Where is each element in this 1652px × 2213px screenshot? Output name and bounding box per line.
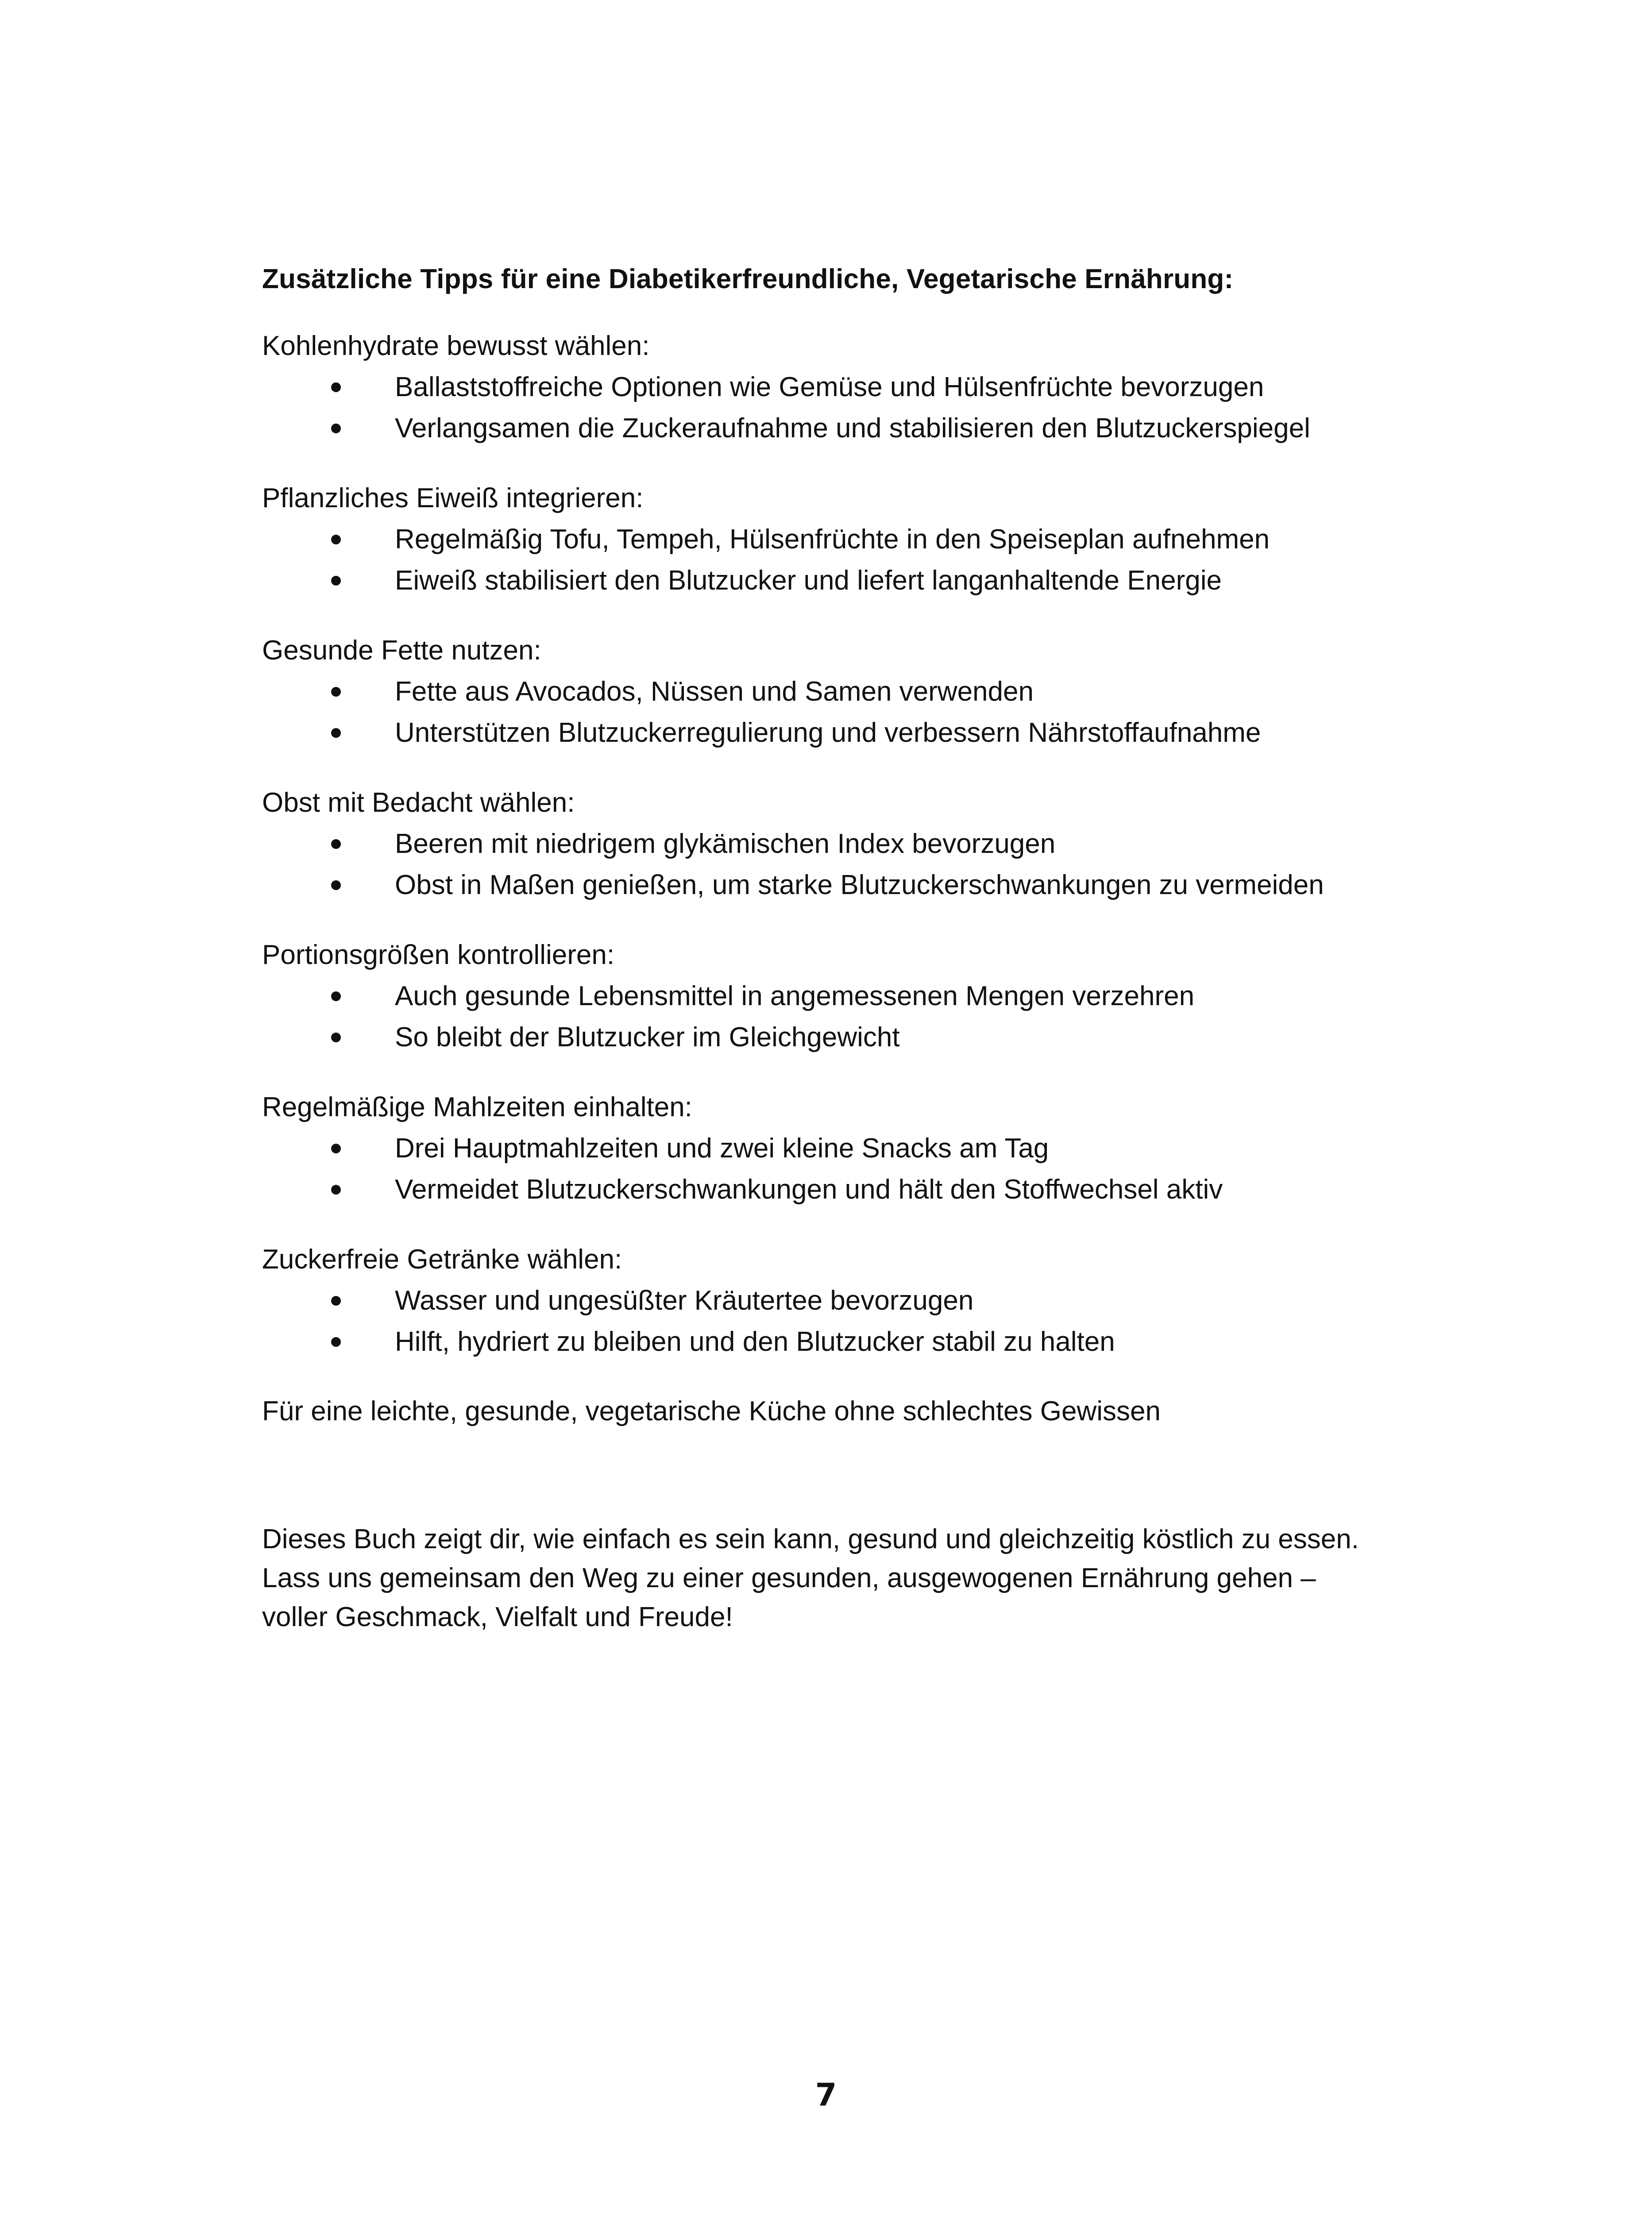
section-fette <box>262 630 1457 753</box>
bullet-icon <box>331 1144 341 1153</box>
list-item <box>262 1169 1457 1210</box>
bullet-icon <box>331 728 341 738</box>
section-title: Obst mit Bedacht wählen: <box>262 787 575 818</box>
intro-paragraph: Dieses Buch zeigt dir, wie einfach es sein kann, gesund und gleichzeitig köstlich zu essen. Lass uns gemeinsam den Weg zu einer gesunden, ausgewogenen Ernährung gehen – voller Geschmack, Vielfalt und Freude! <box>262 1524 1359 1632</box>
list-item <box>262 1017 1457 1058</box>
bullet-list <box>262 1128 1457 1210</box>
bullet-icon <box>331 576 341 586</box>
bullet-icon <box>331 1296 341 1306</box>
list-item-text: So bleibt der Blutzucker im Gleichgewicht <box>395 1022 900 1053</box>
bullet-icon <box>331 1337 341 1347</box>
section-getraenke <box>262 1239 1457 1362</box>
list-item-text: Beeren mit niedrigem glykämischen Index bevorzugen <box>395 829 1056 859</box>
list-item-text: Unterstützen Blutzuckerregulierung und verbessern Nährstoffaufnahme <box>395 717 1261 748</box>
list-item-text: Drei Hauptmahlzeiten und zwei kleine Snacks am Tag <box>395 1133 1049 1164</box>
bullet-list <box>262 975 1457 1058</box>
bullet-icon <box>331 687 341 697</box>
bullet-list <box>262 823 1457 906</box>
bullet-icon <box>331 424 341 433</box>
list-item <box>262 1280 1457 1321</box>
list-item-text: Regelmäßig Tofu, Tempeh, Hülsenfrüchte in den Speiseplan aufnehmen <box>395 524 1270 555</box>
bullet-list <box>262 519 1457 601</box>
bullet-icon <box>331 991 341 1001</box>
list-item <box>262 519 1457 560</box>
section-mahlzeiten <box>262 1087 1457 1210</box>
list-item-text: Ballaststoffreiche Optionen wie Gemüse und Hülsenfrüchte bevorzugen <box>395 372 1264 402</box>
section-portionen <box>262 935 1457 1058</box>
list-item-text: Vermeidet Blutzuckerschwankungen und hält den Stoffwechsel aktiv <box>395 1174 1223 1205</box>
closing-line: Für eine leichte, gesunde, vegetarische Küche ohne schlechtes Gewissen <box>262 1396 1161 1426</box>
list-item-text: Eiweiß stabilisiert den Blutzucker und liefert langanhaltende Energie <box>395 565 1222 596</box>
section-title: Regelmäßige Mahlzeiten einhalten: <box>262 1092 692 1122</box>
list-item <box>262 712 1457 753</box>
page-content <box>262 260 1457 1637</box>
section-title: Gesunde Fette nutzen: <box>262 635 541 666</box>
list-item <box>262 560 1457 601</box>
list-item <box>262 1128 1457 1169</box>
list-item-text: Auch gesunde Lebensmittel in angemessenen Mengen verzehren <box>395 981 1195 1011</box>
list-item <box>262 366 1457 408</box>
section-eiweiss <box>262 478 1457 601</box>
bullet-icon <box>331 880 341 890</box>
list-item <box>262 671 1457 712</box>
bullet-icon <box>331 535 341 544</box>
section-kohlenhydrate <box>262 326 1457 449</box>
list-item <box>262 408 1457 449</box>
list-item-text: Verlangsamen die Zuckeraufnahme und stabilisieren den Blutzuckerspiegel <box>395 413 1310 443</box>
list-item <box>262 975 1457 1017</box>
bullet-icon <box>331 839 341 849</box>
section-title: Portionsgrößen kontrollieren: <box>262 940 615 970</box>
section-title: Kohlenhydrate bewusst wählen: <box>262 331 650 361</box>
bullet-icon <box>331 1185 341 1195</box>
page-heading: Zusätzliche Tipps für eine Diabetikerfreundliche, Vegetarische Ernährung: <box>262 264 1234 294</box>
list-item-text: Hilft, hydriert zu bleiben und den Blutzucker stabil zu halten <box>395 1326 1115 1357</box>
list-item <box>262 1321 1457 1362</box>
list-item-text: Wasser und ungesüßter Kräutertee bevorzugen <box>395 1285 974 1316</box>
bullet-list <box>262 1280 1457 1362</box>
list-item-text: Fette aus Avocados, Nüssen und Samen verwenden <box>395 676 1034 707</box>
page-number: 7 <box>815 2077 837 2113</box>
bullet-list <box>262 671 1457 753</box>
section-title: Zuckerfreie Getränke wählen: <box>262 1244 622 1275</box>
list-item <box>262 823 1457 864</box>
list-item-text: Obst in Maßen genießen, um starke Blutzuckerschwankungen zu vermeiden <box>395 870 1324 900</box>
section-title: Pflanzliches Eiweiß integrieren: <box>262 483 644 513</box>
bullet-list <box>262 366 1457 449</box>
bullet-icon <box>331 1033 341 1042</box>
list-item <box>262 864 1457 906</box>
bullet-icon <box>331 382 341 392</box>
section-obst <box>262 783 1457 906</box>
